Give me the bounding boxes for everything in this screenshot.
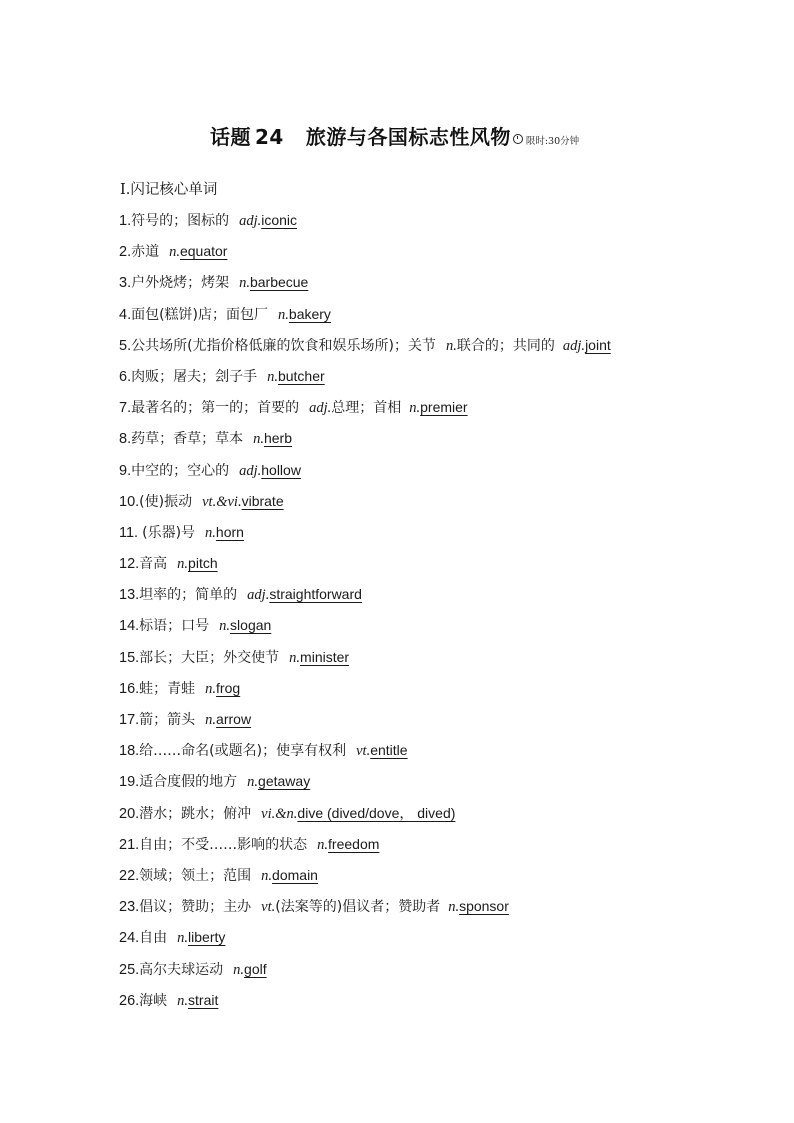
vocabulary-item [119,520,617,551]
vocabulary-item [119,208,617,239]
vocabulary-item [119,801,617,832]
answer-word: bakery [288,305,331,322]
answer-word: barbecue [249,274,309,291]
chinese-definition: 倡议；赞助；主办 [139,899,252,916]
vocabulary-item [119,894,617,925]
chinese-definition: 总理；首相 [331,400,402,417]
part-of-speech: n. [177,930,189,947]
vocabulary-item [119,551,617,582]
chinese-definition: 蛙；青蛙 [139,680,196,697]
chinese-definition: 符号的；图标的 [131,213,230,229]
part-of-speech: n. [317,836,329,853]
vocabulary-list [119,208,617,1019]
answer-word: entitle [370,742,408,759]
vocabulary-item [119,239,617,270]
part-of-speech: n. [239,275,250,292]
answer-word: hollow [261,461,301,478]
part-of-speech: n. [289,649,301,666]
chinese-definition: 适合度假的地方 [139,774,238,791]
answer-word: liberty [188,929,226,946]
vocabulary-item [119,988,617,1019]
answer-word: joint [585,336,611,353]
part-of-speech: adj. [247,587,270,604]
chinese-definition: 赤道 [131,244,160,261]
chinese-definition: 音高 [139,556,168,573]
answer-word: pitch [188,555,218,572]
chinese-definition: 潜水；跳水；俯冲 [139,805,252,822]
vocabulary-item [119,769,617,800]
item-number: 7. [119,400,132,417]
vocabulary-item [119,458,617,489]
part-of-speech: n. [409,400,421,417]
answer-word: minister [300,648,350,665]
item-number: 19. [119,774,140,791]
part-of-speech: n. [177,992,189,1009]
part-of-speech: n. [448,899,460,916]
part-of-speech: vt.&vi. [202,493,242,510]
vocabulary-item [119,395,617,426]
vocabulary-item [119,302,617,333]
vocabulary-item [119,707,617,738]
part-of-speech: vt. [261,899,276,916]
answer-word: vibrate [241,492,284,509]
chinese-definition: 坦率的；简单的 [139,587,238,604]
item-number: 26. [119,992,140,1009]
vocabulary-item [119,957,617,988]
item-number: 21. [119,836,140,853]
vocabulary-item [119,645,617,676]
answer-word: getaway [258,773,311,790]
part-of-speech: n. [261,867,273,884]
item-number: 18. [119,743,140,760]
part-of-speech: n. [446,337,457,354]
item-number: 1. [119,213,132,229]
item-number: 25. [119,961,140,978]
title-topic: 旅游与各国标志性风物 [305,125,511,149]
answer-word: butcher [277,367,325,384]
answer-word: freedom [328,835,380,852]
item-number: 14. [119,618,140,635]
vocabulary-item [119,582,617,613]
part-of-speech: adj. [562,337,586,354]
answer-word: arrow [216,711,252,727]
item-number: 11. [119,524,143,541]
vocabulary-item [119,364,617,395]
chinese-definition: 箭；箭头 [139,712,196,728]
part-of-speech: adj. [239,462,262,479]
vocabulary-item [119,270,617,301]
chinese-definition: 户外烧烤；烤架 [131,275,230,292]
item-number: 5. [119,337,132,354]
chinese-definition: 联合的；共同的 [456,337,555,354]
clock-icon [513,134,523,144]
chinese-definition: 肉贩；屠夫；刽子手 [131,368,258,385]
item-number: 23. [119,899,140,916]
answer-word: frog [216,679,241,696]
part-of-speech: n. [278,306,289,323]
vocabulary-item [119,333,617,364]
answer-word: premier [420,399,468,416]
vocabulary-item [119,863,617,894]
part-of-speech: adj. [239,213,262,229]
item-number: 13. [119,587,140,604]
chinese-definition: 领域；领土；范围 [139,867,252,884]
item-number: 22. [119,867,140,884]
chinese-definition: 部长；大臣；外交使节 [139,649,280,666]
item-number: 20. [119,805,140,822]
section-heading [120,178,217,199]
part-of-speech: n. [205,524,216,541]
item-number: 4. [119,306,132,323]
item-number: 2. [119,244,132,261]
chinese-definition: 最著名的；第一的；首要的 [131,400,300,417]
item-number: 9. [119,462,132,479]
part-of-speech: vi.&n. [261,805,298,822]
part-of-speech: adj. [309,400,332,417]
chinese-definition: 自由；不受……影响的状态 [139,836,308,853]
item-number: 12. [119,556,140,573]
answer-word: slogan [230,617,272,634]
item-number: 24. [119,930,140,947]
answer-word: dive (dived/dove， dived) [297,804,456,821]
item-number: 3. [119,275,132,292]
answer-word: equator [179,243,228,260]
chinese-definition: 自由 [139,930,168,947]
chinese-definition: (使)振动 [139,493,193,510]
answer-word: iconic [261,212,298,228]
vocabulary-item [119,613,617,644]
answer-word: horn [215,523,244,540]
page-title [210,121,579,150]
part-of-speech: vt. [356,743,371,760]
chinese-definition: 标语；口号 [139,618,210,635]
part-of-speech: n. [233,961,245,978]
chinese-definition: (法案等的)倡议者；赞助者 [275,899,441,916]
vocabulary-item [119,676,617,707]
chinese-definition: 高尔夫球运动 [139,961,224,978]
vocabulary-item [119,489,617,520]
vocabulary-item [119,925,617,956]
item-number: 6. [119,368,132,385]
time-limit: 限时:30分钟 [525,136,580,147]
answer-word: strait [188,991,219,1008]
part-of-speech: n. [169,244,180,261]
chinese-definition: 公共场所(尤指价格低廉的饮食和娱乐场所)；关节 [131,337,437,354]
vocabulary-item [119,832,617,863]
part-of-speech: n. [253,431,264,448]
part-of-speech: n. [205,712,217,728]
title-main [210,121,511,150]
vocabulary-item [119,426,617,457]
chinese-definition: 给……命名(或题名)；使享有权利 [139,743,347,760]
title-prefix: 话题 [210,125,251,149]
part-of-speech: n. [219,618,231,635]
chinese-definition: (乐器)号 [142,524,196,541]
answer-word: sponsor [459,898,509,915]
part-of-speech: n. [205,680,217,697]
answer-word: golf [244,960,267,977]
part-of-speech: n. [267,368,278,385]
chinese-definition: 药草；香草；草本 [131,431,244,448]
item-number: 17. [119,712,140,728]
item-number: 15. [119,649,140,666]
section-heading-text: .闪记核心单词 [125,182,218,198]
title-number: 24 [255,125,284,149]
item-number: 10. [119,493,140,510]
chinese-definition: 面包(糕饼)店；面包厂 [131,306,269,323]
chinese-definition: 中空的；空心的 [131,462,230,479]
vocabulary-item [119,738,617,769]
answer-word: straightforward [269,586,362,603]
chinese-definition: 海峡 [139,992,168,1009]
part-of-speech: n. [247,774,259,791]
answer-word: domain [272,866,318,883]
answer-word: herb [263,430,292,447]
item-number: 8. [119,431,132,448]
part-of-speech: n. [177,556,189,573]
item-number: 16. [119,680,140,697]
section-roman-numeral: Ⅰ [120,182,126,198]
